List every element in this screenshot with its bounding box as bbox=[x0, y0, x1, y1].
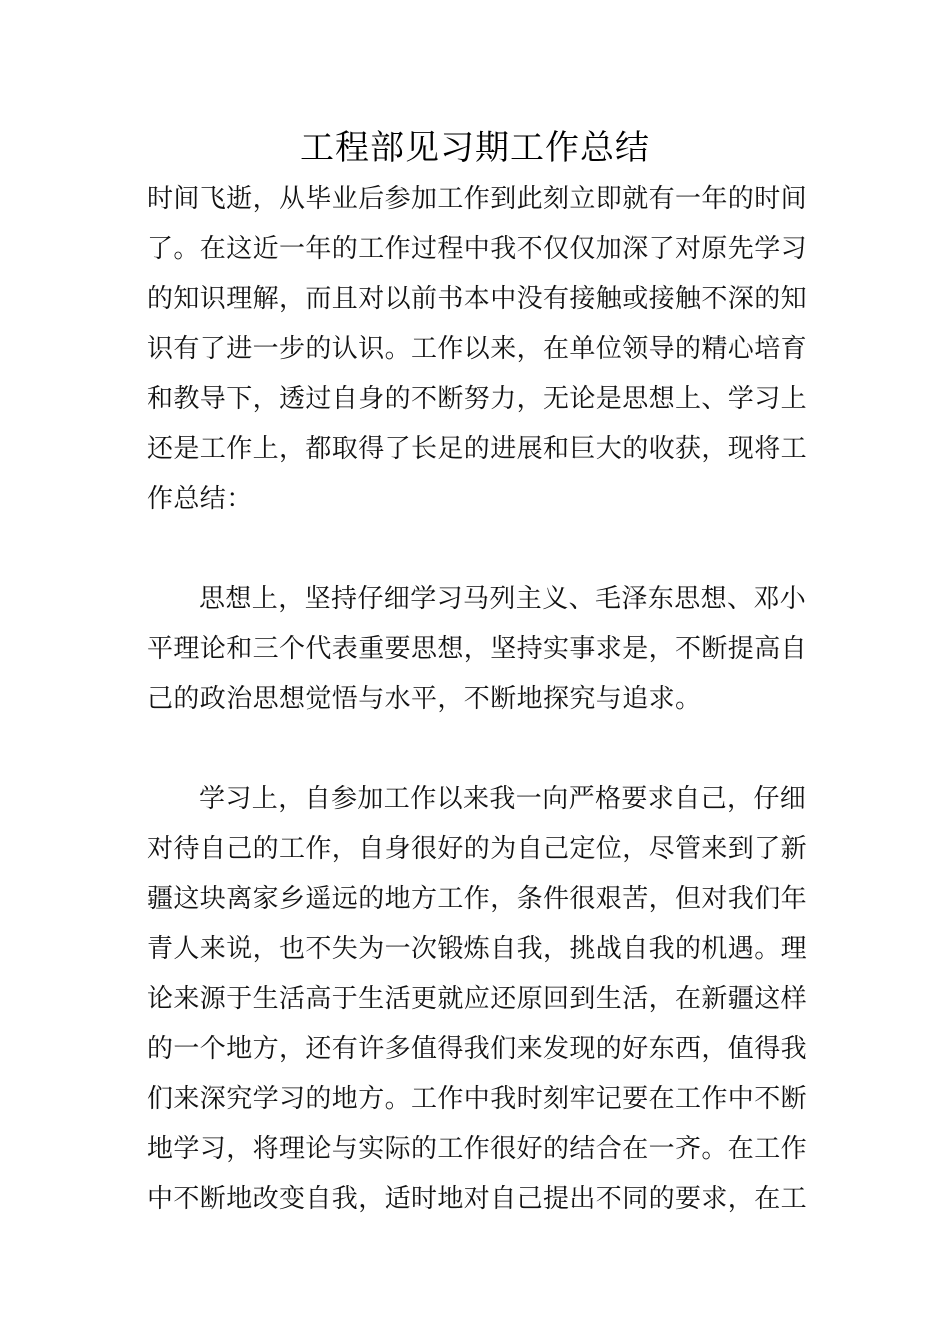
body-line: 作总结： bbox=[147, 484, 253, 514]
paragraph-first-line: 思想上，坚持仔细学习马列主义、毛泽东思想、邓小 bbox=[199, 584, 807, 614]
body-line: 和教导下，透过自身的不断努力，无论是思想上、学习上 bbox=[147, 384, 808, 414]
body-line: 青人来说，也不失为一次锻炼自我，挑战自我的机遇。理 bbox=[147, 934, 808, 964]
body-line: 论来源于生活高于生活更就应还原回到生活，在新疆这样 bbox=[147, 984, 808, 1014]
body-line: 的知识理解，而且对以前书本中没有接触或接触不深的知 bbox=[147, 284, 808, 314]
paragraph-first-line: 学习上，自参加工作以来我一向严格要求自己，仔细 bbox=[199, 784, 807, 814]
body-line: 地学习，将理论与实际的工作很好的结合在一齐。在工作 bbox=[147, 1134, 808, 1164]
body-line: 们来深究学习的地方。工作中我时刻牢记要在工作中不断 bbox=[147, 1084, 808, 1114]
body-line: 对待自己的工作，自身很好的为自己定位，尽管来到了新 bbox=[147, 834, 808, 864]
body-line: 疆这块离家乡遥远的地方工作，条件很艰苦，但对我们年 bbox=[147, 884, 808, 914]
body-line: 平理论和三个代表重要思想，坚持实事求是，不断提高自 bbox=[147, 634, 808, 664]
body-line: 还是工作上，都取得了长足的进展和巨大的收获，现将工 bbox=[147, 434, 808, 464]
body-line: 己的政治思想觉悟与水平，不断地探究与追求。 bbox=[147, 684, 702, 714]
body-line: 了。在这近一年的工作过程中我不仅仅加深了对原先学习 bbox=[147, 234, 808, 264]
body-line: 时间飞逝，从毕业后参加工作到此刻立即就有一年的时间 bbox=[147, 184, 808, 214]
body-line: 中不断地改变自我，适时地对自己提出不同的要求，在工 bbox=[147, 1184, 808, 1214]
document-title: 工程部见习期工作总结 bbox=[300, 128, 650, 168]
body-line: 的一个地方，还有许多值得我们来发现的好东西，值得我 bbox=[147, 1034, 808, 1064]
body-line: 识有了进一步的认识。工作以来，在单位领导的精心培育 bbox=[147, 334, 808, 364]
